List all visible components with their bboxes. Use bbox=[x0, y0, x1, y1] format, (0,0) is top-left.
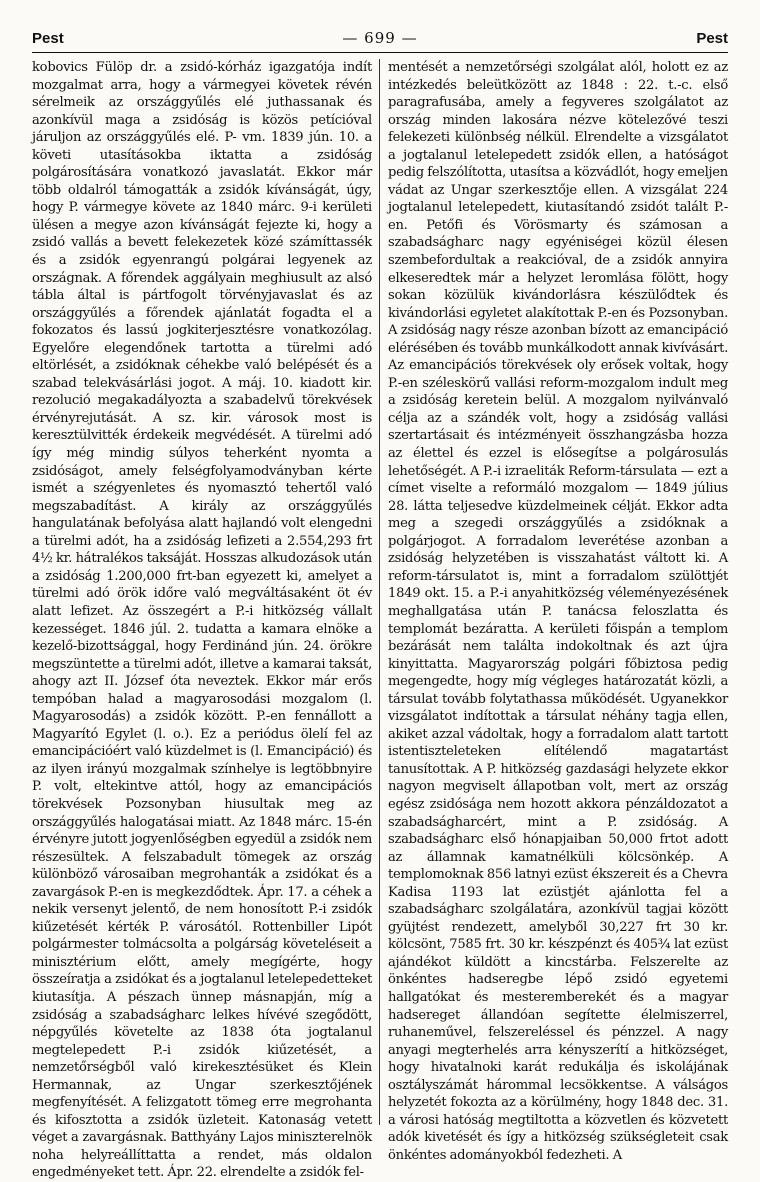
right-column-text: mentését a nemzetőrségi szolgálat alól, holott ez az intézkedés beleütközött az 1848 : 22. t.-c. első paragrafusába, amely a fegyveres szolgálatot az ország minden lakosára nézve kötelezővé teszi felekezeti különbség nélkül. Elrendelte a vizsgálatot a jogtalanul letelepedett zsidók ellen, a hatóságot pedig felszólította, utasítsa a közvádlót, hogy emeljen vádat az Ungar szerkesztője ellen. A vizsgálat 224 jogtalanul letelepedett, kiutasítandó zsidót talált P.-en. Petőfi és Vörösmarty és számosan a szabadságharc nagy egyéniségei közül élesen szembefordultak a reakcióval, de a zsidók annyira elkeseredtek már a helyzet leromlása fölött, hogy sokan közülük kivándorlásra készülődtek és kivándorlási egyletet alakítottak P.-en és Pozsonyban. A zsidóság nagy része azonban bízott az emancipáció elérésében és tovább munkálkodott annak kivívásárt. Az emancipációs törekvések oly erősek voltak, hogy P.-en széleskörű vallási reform-mozgalom indult meg a zsidóság keretein belül. A mozgalom nyilvánvaló célja az a szándék volt, hogy a zsidóság vallási szertartásait és intézményeit összhangzásba hozza az élettel és ezzel is elősegítse a polgárosulás lehetőségét. A P.-i izraeliták Reform-társulata — ezt a címet viselte a reformáló mozgalom — 1849 július 28. látta teljesedve küzdelmeinek célját. Ekkor adta meg a szegedi országgyűlés a zsidóknak a polgárjogot. A forradalom leverétése azonban a zsidóság helyzetében is visszahatást váltott ki. A reform-társulatot is, mint a forradalom szülöttjét 1849 okt. 15. a P.-i anyahitközség véleményezésének meghallgatása után P. tanácsa feloszlatta és templomát bezáratta. A kerületi főispán a templom bezárását nem találta indokoltnak és azt újra kinyittatta. Magyarország polgári főbiztosa pedig megengedte, hogy míg végleges határozatát közli, a társulat tovább folytathassa működését. Ugyanekkor vizsgálatot indítottak a társulat néhány tagja ellen, akiket azzal vádoltak, hogy a forradalom alatt tartott istentiszteleteken elítélendő magatartást tanusítottak. A P. hitközség gazdasági helyzete ekkor nagyon megviselt állapotban volt, mert az ország egész zsidósága nem hozott akkora pénzáldozatot a szabadságharcért, mint a P. zsidóság. A szabadságharc első hónapjaiban 50,000 frtot adott az államnak kamatnélküli kölcsönkép. A templomoknak 856 latnyi ezüst ékszereit és a Chevra Kadisa 1193 lat ezüstjét ajánlotta fel a szabadságharc szolgálatára, azonkívül tagjai között gyüjtést rendezett, amelyből 30,227 frt 30 kr. kölcsönt, 7585 frt. 30 kr. készpénzt és 405¾ lat ezüst ajándékot küldött a kincstárba. Felszerelte az önkéntes hadseregbe lépő zsidó egyetemi hallgatókat és mesteremberekét és a magyar hadsereget állandóan segítette élelmiszerrel, ruhaneművel, felszereléssel és pénzzel. A nagy anyagi megterhelés arra kényszerítí a hitközséget, hogy hivatalnoki karát redukálja és iskolájának osztályszámát hárommal lecsökkentse. A válságos helyzetét fokozta az a körülmény, hogy 1848 dec. 31. a városi hatóság megtiltotta a közvetlen és közvetett adók kivetését és így a hitközség szükségleteit csak önkéntes adományokból fedezheti. A bbox=[388, 60, 728, 1163]
left-column bbox=[32, 59, 372, 1181]
header-right-keyword: Pest bbox=[696, 30, 728, 47]
page-header bbox=[32, 30, 728, 53]
column-divider bbox=[379, 59, 380, 1125]
page-number: — 699 — bbox=[342, 29, 418, 47]
right-column bbox=[388, 59, 728, 1163]
left-column-text: kobovics Fülöp dr. a zsidó-kórház igazgatója indít mozgalmat arra, hogy a vármegyei követek révén sérelmeik az országgyűlés elé juthassanak és azonkívül maga a zsidóság is közös petícióval járuljon az országgyűlés elé. P- vm. 1839 jún. 10. a követi utasításokba iktatta a zsidóság polgárosítására vonatkozó javaslatát. Ekkor már több oldalról támogatták a zsidók kívánságát, úgy, hogy P. vármegye követe az 1840 márc. 9-i kerületi ülésen a megye azon kívánságát fejezte ki, hogy a zsidó vallás a bevett felekezetek közé számíttassék és a zsidók egyenrangú polgárai legyenek az országnak. A főrendek aggályain meghiusult az alsó tábla által is pártfogolt törvényjavaslat és az országgyűlés a főrendek ajánlatát fogadta el a fokozatos és lassú jogkiterjesztésre vonatkozólag. Egyelőre elegendőnek tartotta a türelmi adó eltörlését, a zsidóknak céhekbe való belépését és a szabad telekvásárlási jogot. A máj. 10. kiadott kir. rezolució megakadályozta a szabadelvű törekvések érvényrejutását. A sz. kir. városok most is keresztülvitték érdekeik megvédését. A türelmi adó így még mindig súlyos teherként nyomta a zsidóságot, amely felségfolyamodványban kérte ismét a szégyenletes és nyomasztó tehertől való megszabadítást. A király az országgyűlés hangulatának befolyása alatt hajlandó volt elengedni a türelmi adót, ha a zsidóság lefizeti a 2.554,293 frt 4½ kr. hátralékos taksáját. Hosszas alkudozások után a zsidóság 1.200,000 frt-ban egyezett ki, amelyet a türelmi adó örök időre való megváltásaként öt év alatt lefizet. Az összegért a P.-i hitközség vállalt kezességet. 1846 júl. 2. tudatta a kamara elnöke a kezelő-bizottsággal, hogy Ferdinánd jún. 24. örökre megszüntette a türelmi adót, illetve a kamarai taksát, ahogy azt II. József óta neveztek. Ekkor már erős tempóban halad a magyarosodási mozgalom (l. Magyarosodás) a zsidók között. P.-en fennállott a Magyarító Egylet (l. o.). Ez a periódus ölelí fel az emancipációért való küzdelmet is (l. Emancipáció) és az ilyen irányú mozgalmak színhelye is legtöbbnyire P. volt, eltekintve attól, hogy az emancipációs törekvések Pozsonyban hiusultak meg az országgyűlés halogatásai miatt. Az 1848 márc. 15-én érvényre jutott jogyenlőségben egyedül a zsidók nem részesültek. A felszabadult tömegek az ország különböző városaiban megrohanták a zsidókat és a zavargások P.-en is megkezdődtek. Ápr. 17. a céhek a nekik versenyt jelentő, de nem honosított P.-i zsidók kiűzetését kérték P. városától. Rottenbiller Lipót polgármester tolmácsolta a polgárság követeléseit a minisztérium előtt, amely megígérte, hogy összeíratja a zsidókat és a jogtalanul letelepedetteket kiutasítja. A pészach ünnep másnapján, míg a zsidóság a szabadságharc lelkes hívévé szegődött, népgyűlés követelte az 1838 óta jogtalanul megtelepedett P.-i zsidók kiűzetését, a nemzetőrségből való kirekesztésüket és Klein Hermannak, az Ungar szerkesztőjének megfenyítését. A felizgatott tömeg erre megrohanta és kifosztotta a zsidók üzleteit. Katonaság vetett véget a zavargásnak. Batthyány Lajos miniszterelnök noha helyreállíttatta a rendet, más oldalon engedményeket tett. Ápr. 22. elrendelte a zsidók fel- bbox=[32, 60, 372, 1181]
header-left-keyword: Pest bbox=[32, 30, 64, 47]
